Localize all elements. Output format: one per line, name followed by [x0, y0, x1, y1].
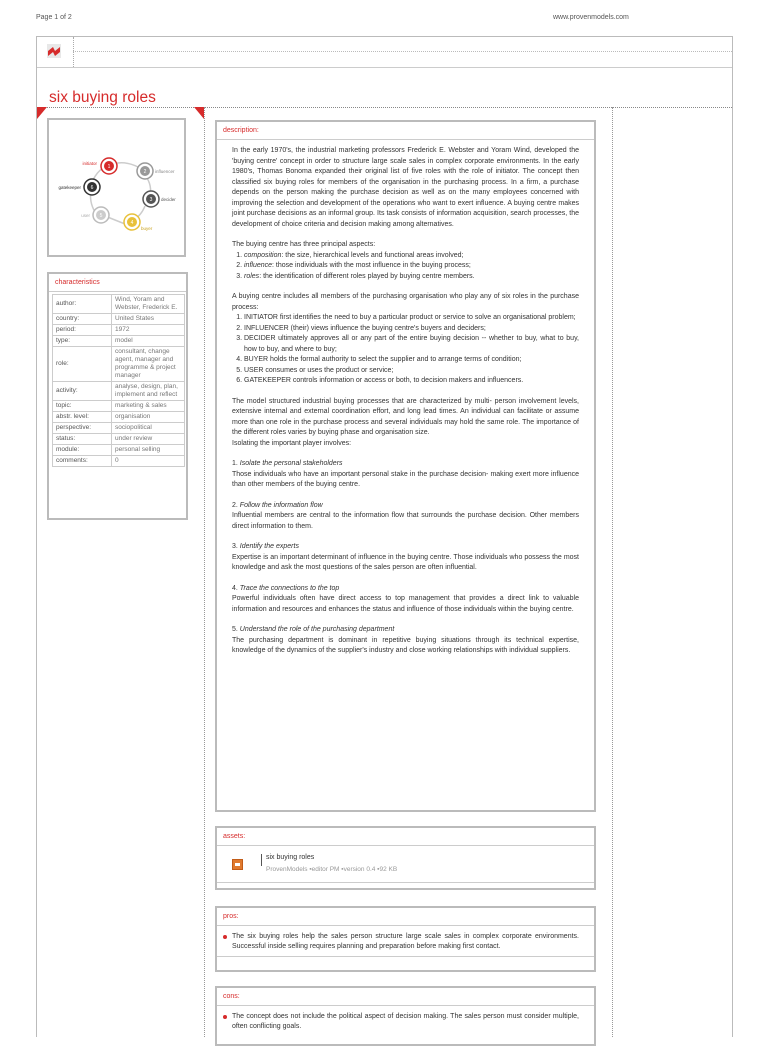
- column-divider-right: [612, 107, 613, 1037]
- asset-divider: [261, 854, 262, 866]
- aspect-text: : the identification of different roles played by buying centre members.: [259, 272, 475, 280]
- step-section: [232, 542, 579, 574]
- node-gatekeeper: [58, 179, 100, 195]
- pros-footer-rule: [217, 956, 594, 957]
- svg-text:gatekeeper: gatekeeper: [58, 185, 81, 190]
- step-number: 5.: [232, 626, 240, 633]
- table-row: [53, 423, 185, 434]
- cons-heading: cons:: [217, 988, 594, 1006]
- pros-bullet: The six buying roles help the sales person structure large scale sales in complex corporate environments. Successful inside selling requires planning and preparation before making first contact.: [217, 926, 594, 952]
- step-title: Trace the connections to the top: [239, 584, 340, 592]
- cons-bullet: The concept does not include the political aspect of decision making. The sales person must consider multiple, often conflicting goals.: [217, 1006, 594, 1032]
- step-number: 2.: [232, 501, 240, 509]
- table-row: [53, 295, 185, 314]
- buying-roles-diagram: [49, 120, 184, 255]
- characteristics-table: [52, 294, 185, 467]
- table-row: [53, 336, 185, 347]
- svg-text:decider: decider: [161, 197, 176, 202]
- step-heading: [232, 501, 579, 512]
- node-buyer: [124, 214, 153, 231]
- pdf-file-icon[interactable]: [232, 859, 243, 870]
- row-value: Wind, Yoram and Webster, Frederick E.: [112, 295, 185, 314]
- row-value: marketing & sales: [112, 401, 185, 412]
- step-section: [232, 501, 579, 533]
- roles-list: [232, 313, 579, 387]
- row-value: model: [112, 336, 185, 347]
- row-key: perspective:: [53, 423, 112, 434]
- row-value: 0: [112, 456, 185, 467]
- row-value: personal selling: [112, 445, 185, 456]
- cons-panel: [215, 986, 596, 1046]
- step-title: Follow the information flow: [239, 501, 323, 509]
- step-number: 3.: [232, 543, 240, 550]
- list-item: 3. DECIDER ultimately approves all or any part of the entire buying decision -- whether to buy, what to buy, how to buy, and where to buy;: [244, 334, 579, 355]
- node-influencer: [137, 163, 175, 179]
- svg-text:5: 5: [99, 213, 103, 219]
- top-bar: [37, 37, 732, 68]
- row-key: period:: [53, 325, 112, 336]
- corner-triangle-left-icon: [37, 107, 47, 119]
- characteristics-heading: characteristics: [49, 274, 186, 292]
- step-text: Expertise is an important determinant of influence in the buying centre. Those individuals who possess the most knowledge and ask the most questions of the sales person are often influential.: [232, 553, 579, 571]
- step-section: [232, 584, 579, 616]
- step-heading: [232, 584, 579, 595]
- svg-text:4: 4: [130, 220, 134, 226]
- row-key: abstr. level:: [53, 412, 112, 423]
- table-row: [53, 382, 185, 401]
- characteristics-panel: [47, 272, 188, 520]
- step-heading: [232, 542, 579, 553]
- description-paragraph: A buying centre includes all members of the purchasing organisation who play any of six roles in the purchase process:: [232, 293, 579, 311]
- list-item: 4. BUYER holds the formal authority to select the supplier and to arrange terms of condition;: [244, 355, 579, 366]
- step-text: Powerful individuals often have direct access to top management that provides a direct link to valuable information and resources and enhances the status and influence of those individuals within the buying centre.: [232, 595, 579, 613]
- step-heading: [232, 459, 579, 470]
- svg-text:3: 3: [149, 197, 153, 203]
- row-value: 1972: [112, 325, 185, 336]
- row-key: author:: [53, 295, 112, 314]
- svg-text:user: user: [81, 213, 90, 218]
- description-panel: [215, 120, 596, 812]
- asset-meta: ProvenModels ▪editor PM ▪version 0.4 ▪92 KB: [266, 866, 398, 873]
- column-divider-left: [204, 107, 205, 1037]
- list-item: 5. USER consumes or uses the product or service;: [244, 366, 579, 377]
- list-item: 6. GATEKEEPER controls information or access or both, to decision makers and influencers.: [244, 376, 579, 387]
- corner-triangle-right-icon: [194, 107, 204, 119]
- step-text: The purchasing department is dominant in repetitive buying situations through its technical expertise, knowledge of the dynamics of the supplier's industry and close working relationships with individual suppliers.: [232, 636, 579, 654]
- list-item: 2. INFLUENCER (their) views influence the buying centre's buyers and deciders;: [244, 324, 579, 335]
- description-body: [217, 140, 594, 657]
- step-title: Isolate the personal stakeholders: [239, 460, 343, 467]
- aspects-list: [232, 251, 579, 283]
- title-rule: [37, 107, 732, 108]
- aspect-term: influence: [244, 262, 273, 269]
- table-row: [53, 314, 185, 325]
- aspect-text: : those individuals with the most influence in the buying process;: [272, 262, 471, 269]
- step-section: [232, 625, 579, 657]
- row-value: United States: [112, 314, 185, 325]
- page-title: six buying roles: [49, 89, 156, 106]
- list-item: 1. INITIATOR first identifies the need to buy a particular product or service to solve an organisational problem;: [244, 313, 579, 324]
- svg-text:2: 2: [143, 169, 147, 175]
- assets-footer-rule: [217, 882, 594, 883]
- list-item: [244, 251, 579, 262]
- svg-text:1: 1: [107, 164, 111, 170]
- aspect-text: : the size, hierarchical levels and functional areas involved;: [281, 251, 464, 259]
- node-decider: [143, 191, 176, 207]
- description-paragraph: Isolating the important player involves:: [232, 439, 352, 447]
- row-value: organisation: [112, 412, 185, 423]
- step-title: Identify the experts: [239, 543, 299, 550]
- svg-text:influencer: influencer: [155, 169, 175, 174]
- table-row: [53, 445, 185, 456]
- table-row: [53, 434, 185, 445]
- top-bar-dotted-rule: [73, 51, 732, 52]
- step-text: Those individuals who have an important personal stake in the purchase decision- making exert more influence than other members of the buying centre.: [232, 470, 579, 488]
- asset-name-link[interactable]: six buying roles: [266, 854, 315, 861]
- row-key: module:: [53, 445, 112, 456]
- description-paragraph: The model structured industrial buying processes that are characterized by multi- person involvement levels, extensive internal and external coordination effort, and long lead times. An individual can facilitate or assume more than one role in the purchase process and several individuals may hold the same role. The importance of the different roles varies by buying phase and organisation size.: [232, 397, 579, 436]
- description-heading: description:: [217, 122, 594, 140]
- step-title: Understand the role of the purchasing department: [239, 626, 395, 633]
- row-key: status:: [53, 434, 112, 445]
- svg-text:initiator: initiator: [82, 161, 97, 166]
- row-value: analyse, design, plan, implement and reflect: [112, 382, 185, 401]
- step-heading: [232, 625, 579, 636]
- assets-heading: assets:: [217, 828, 594, 846]
- row-value: consultant, change agent, manager and programme & project manager: [112, 347, 185, 382]
- list-item: [244, 261, 579, 272]
- table-row: [53, 325, 185, 336]
- page-number: Page 1 of 2: [36, 14, 72, 21]
- step-text: Influential members are central to the information flow that surrounds the purchase decision. Other members direct information to them.: [232, 512, 579, 530]
- model-diagram-thumbnail[interactable]: [47, 118, 186, 257]
- table-row: [53, 401, 185, 412]
- aspect-term: roles: [244, 272, 260, 280]
- table-row: [53, 412, 185, 423]
- row-value: under review: [112, 434, 185, 445]
- row-key: country:: [53, 314, 112, 325]
- row-key: type:: [53, 336, 112, 347]
- svg-text:6: 6: [90, 185, 94, 191]
- row-value: sociopolitical: [112, 423, 185, 434]
- row-key: topic:: [53, 401, 112, 412]
- pros-panel: [215, 906, 596, 972]
- row-key: comments:: [53, 456, 112, 467]
- svg-text:buyer: buyer: [141, 226, 153, 231]
- pros-heading: pros:: [217, 908, 594, 926]
- step-number: 4.: [232, 584, 240, 592]
- step-number: 1.: [232, 460, 240, 467]
- site-url[interactable]: www.provenmodels.com: [553, 14, 629, 21]
- step-section: [232, 459, 579, 491]
- description-paragraph: In the early 1970's, the industrial marketing professors Frederick E. Webster and Yoram Wind, developed the 'buying centre' concept in order to structure large scale sales in complex corporate environments. In the early 1980's, Thomas Bonoma expanded their original list of five roles with the role of initiator. The concept then classified six buying roles for members of the organisation in the purchasing process. In a firm, a purchase depends on the person making the purchase decision as well as on the many employees concerned with improving the selection and development of the operations who want to exert influence. A buying centre makes joint purchase decisions as an informal group. Its task consists of information acquisition, search processes, the development of choice criteria and decision making among alternatives.: [232, 147, 579, 228]
- assets-panel: [215, 826, 596, 890]
- top-bar-divider: [73, 37, 75, 67]
- asset-item[interactable]: [217, 852, 594, 880]
- list-item: [244, 272, 579, 283]
- table-row: [53, 456, 185, 467]
- node-user: [81, 207, 109, 223]
- provenmodels-logo-icon[interactable]: [46, 43, 62, 59]
- description-paragraph: The buying centre has three principal aspects:: [232, 241, 376, 248]
- row-key: activity:: [53, 382, 112, 401]
- row-key: role:: [53, 347, 112, 382]
- table-row: [53, 347, 185, 382]
- aspect-term: composition: [244, 251, 282, 259]
